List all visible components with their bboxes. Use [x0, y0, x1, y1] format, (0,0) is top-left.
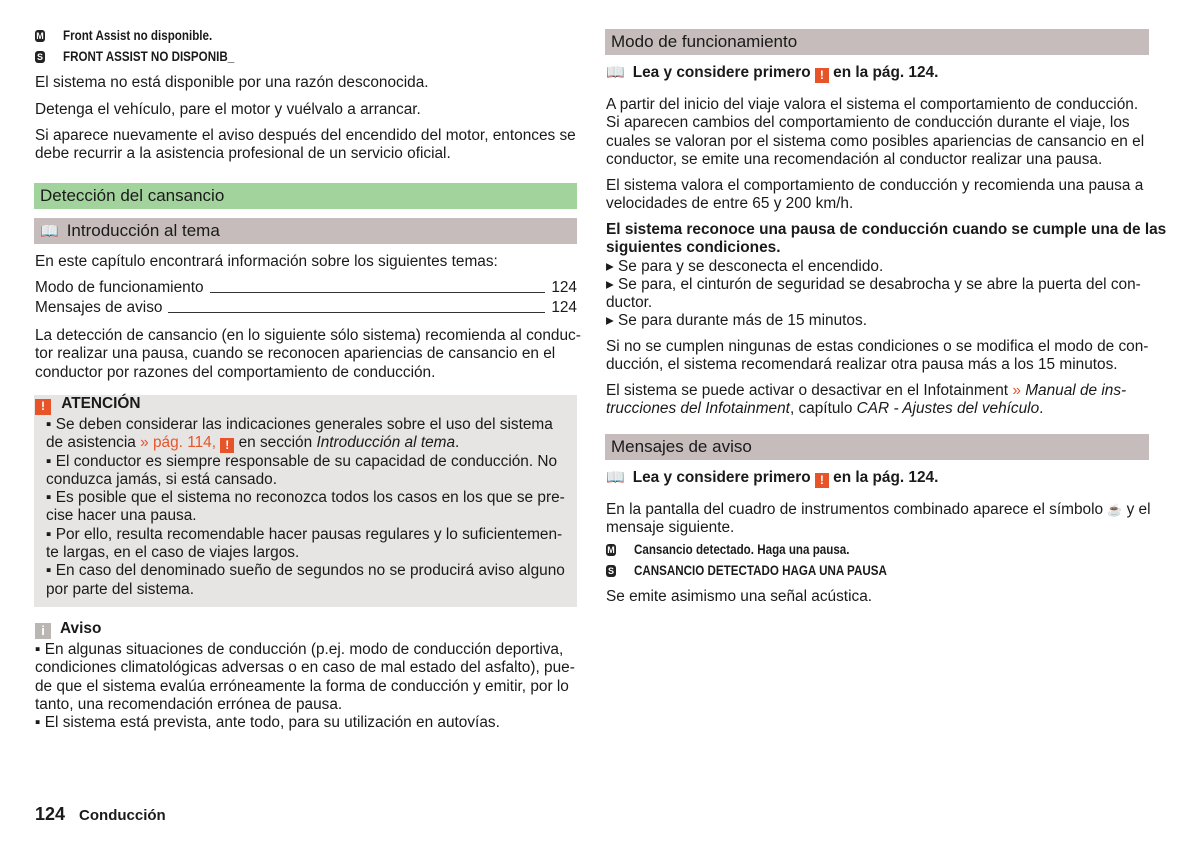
text-line: [46, 581, 565, 599]
text-segment: cise hacer una pausa.: [46, 507, 197, 525]
text-line: [606, 195, 1143, 213]
intro-title-text: Introducción al tema: [66, 221, 220, 240]
s-badge-icon: S: [36, 51, 43, 62]
toc-page: 124: [551, 299, 577, 316]
text-line: [606, 501, 1151, 519]
section-title: Detección del cansancio: [34, 183, 577, 209]
mode-title: Modo de funcionamiento: [605, 29, 1149, 55]
text-segment: siguientes condiciones.: [606, 239, 781, 257]
page-link[interactable]: »: [1012, 382, 1021, 399]
paragraph: [35, 253, 498, 271]
text-line: [606, 96, 1144, 114]
text-segment: ▸ Se para y se desconecta el encendido.: [606, 257, 884, 275]
paragraph: [606, 96, 1144, 169]
text-line: [35, 696, 575, 714]
note-title: Aviso: [60, 620, 102, 637]
note-header: [35, 620, 101, 639]
read-first[interactable]: [606, 64, 938, 82]
text-line: [606, 588, 872, 606]
info-icon: i: [35, 623, 51, 639]
text-segment: y el: [1122, 501, 1151, 518]
read-first-text: [633, 64, 939, 82]
text-segment: CAR - Ajustes del vehículo: [856, 400, 1040, 418]
read-first[interactable]: [606, 469, 938, 487]
toc-entry[interactable]: [35, 279, 577, 297]
text-line: [35, 126, 576, 144]
text-segment: ▪ En caso del denominado sueño de segundos no se producirá aviso alguno: [46, 562, 565, 580]
text-segment: El sistema valora el comportamiento de conducción y recomienda una pausa a: [606, 177, 1144, 194]
text-line: [606, 239, 1166, 257]
text-segment: ▸ Se para durante más de 15 minutos.: [606, 312, 867, 330]
text-segment: Lea y considere primero: [632, 64, 815, 81]
text-segment: Si aparecen cambios del comportamiento de conducción durante el viaje, los: [606, 114, 1130, 132]
text-segment: ▪ En algunas situaciones de conducción (p.ej. modo de conducción deportiva,: [35, 641, 564, 658]
m-badge-icon: M: [36, 30, 44, 41]
message-text: FRONT ASSIST NO DISPONIB_: [63, 49, 235, 64]
s-badge-icon: S: [607, 565, 614, 576]
text-line: [46, 434, 565, 452]
text-line: [606, 276, 1166, 294]
messages-title: Mensajes de aviso: [605, 434, 1149, 460]
text-line: [46, 562, 565, 580]
toc-label: Modo de funcionamiento: [35, 279, 204, 296]
text-line: [606, 356, 1148, 374]
text-line: [35, 144, 576, 162]
text-segment: , capítulo: [789, 400, 857, 418]
text-segment: El sistema se puede activar o desactivar en el Infotainment: [606, 382, 1013, 399]
warning-icon: !: [815, 68, 829, 83]
text-line: [35, 327, 581, 345]
message-text: CANSANCIO DETECTADO HAGA UNA PAUSA: [634, 563, 887, 578]
toc-label: Mensajes de aviso: [35, 299, 163, 316]
text-segment: conduzca jamás, si está cansado.: [46, 470, 277, 488]
text-segment: .: [1039, 400, 1044, 418]
paragraph: [35, 74, 429, 92]
paragraph: [606, 588, 872, 606]
text-segment: debe recurrir a la asistencia profesional de un servicio oficial.: [35, 145, 451, 163]
display-message-m: [606, 541, 885, 559]
paragraph: [35, 101, 421, 119]
coffee-cup-icon: ☕: [1107, 503, 1123, 517]
text-segment: ▪ El conductor es siempre responsable de su capacidad de conducción. No: [46, 452, 558, 470]
text-segment: velocidades de entre 65 y 200 km/h.: [606, 195, 854, 213]
text-segment: Lea y considere primero: [632, 469, 815, 486]
text-segment: cuales se valoran por el sistema como posibles apariencias de cansancio en el: [606, 132, 1145, 150]
text-segment: Se emite asimismo una señal acústica.: [606, 588, 873, 605]
paragraph: [35, 126, 576, 163]
text-line: [46, 507, 565, 525]
attention-text: [46, 416, 565, 599]
text-segment: por parte del sistema.: [46, 580, 194, 598]
text-segment: en sección: [234, 434, 317, 452]
paragraph: [606, 177, 1143, 214]
page-number: 124: [35, 804, 66, 824]
text-segment: de que el sistema evalúa erróneamente la forma de conducción y emitir, por lo: [35, 677, 569, 695]
text-segment: mensaje siguiente.: [606, 519, 735, 537]
warning-icon: !: [35, 399, 51, 415]
text-segment: En este capítulo encontrará información sobre los siguientes temas:: [35, 253, 498, 270]
chapter-name: Conducción: [79, 807, 166, 824]
text-segment: Manual de ins-: [1020, 382, 1127, 399]
message-text: Cansancio detectado. Haga una pausa.: [634, 542, 850, 557]
text-line: [35, 364, 581, 382]
paragraph: [606, 501, 1151, 538]
text-segment: conductor, se emite una recomendación al conductor realizar una pausa.: [606, 150, 1103, 168]
text-segment: En la pantalla del cuadro de instrumentos combinado aparece el símbolo: [606, 501, 1108, 518]
text-line: [46, 471, 565, 489]
text-segment: La detección de cansancio (en lo siguiente sólo sistema) recomienda al conduc-: [35, 327, 581, 344]
text-segment: Introducción al tema: [316, 434, 456, 452]
text-segment: trucciones del Infotainment: [606, 400, 790, 418]
text-segment: ductor.: [606, 294, 653, 312]
text-line: [35, 345, 581, 363]
paragraph: [606, 221, 1166, 331]
text-line: [606, 151, 1144, 169]
text-line: [606, 312, 1166, 330]
book-icon: 📖: [606, 64, 625, 81]
text-line: [606, 519, 1151, 537]
text-segment: ▪ El sistema está prevista, ante todo, para su utilización en autovías.: [35, 714, 500, 732]
text-line: [633, 64, 939, 82]
text-line: [606, 133, 1144, 151]
text-line: [606, 221, 1166, 239]
read-first-text: [633, 469, 939, 487]
attention-header: [35, 395, 141, 415]
text-segment: Si no se cumplen ningunas de estas condiciones o se modifica el modo de con-: [606, 338, 1149, 355]
text-segment: ducción, el sistema recomendará realizar otra pausa más a los 15 minutos.: [606, 356, 1118, 374]
warning-icon: !: [815, 473, 829, 488]
text-line: [35, 101, 421, 119]
text-segment: .: [455, 434, 460, 452]
text-segment: ▪ Se deben considerar las indicaciones generales sobre el uso del sistema: [46, 416, 553, 433]
toc-leader: [210, 283, 546, 293]
text-segment: en la pág. 124.: [828, 469, 939, 486]
toc-entry[interactable]: [35, 299, 577, 317]
intro-title: [34, 218, 577, 244]
text-line: [46, 416, 565, 434]
text-line: [35, 253, 498, 271]
text-segment: Si aparece nuevamente el aviso después del encendido del motor, entonces se: [35, 127, 576, 144]
m-badge-icon: M: [607, 544, 615, 555]
text-line: [606, 338, 1148, 356]
text-line: [46, 544, 565, 562]
text-line: [35, 74, 429, 92]
text-segment: El sistema no está disponible por una razón desconocida.: [35, 74, 429, 91]
text-line: [46, 526, 565, 544]
paragraph: [606, 338, 1148, 375]
display-message-s: [35, 48, 262, 66]
text-line: [35, 641, 575, 659]
text-segment: de asistencia: [46, 434, 141, 452]
text-segment: te largas, en el caso de viajes largos.: [46, 544, 300, 562]
text-line: [46, 453, 565, 471]
text-line: [606, 258, 1166, 276]
text-line: [606, 114, 1144, 132]
page-link[interactable]: » pág. 114,: [140, 434, 217, 452]
text-line: [35, 714, 575, 732]
text-line: [606, 400, 1126, 418]
text-line: [633, 469, 939, 487]
text-line: [606, 382, 1126, 400]
text-segment: tor realizar una pausa, cuando se reconocen apariencias de cansancio en el: [35, 345, 556, 363]
toc-leader: [168, 303, 545, 313]
message-text: Front Assist no disponible.: [63, 28, 213, 43]
paragraph: [35, 327, 581, 382]
text-segment: ▸ Se para, el cinturón de seguridad se desabrocha y se abre la puerta del con-: [606, 275, 1141, 293]
text-line: [606, 294, 1166, 312]
text-segment: El sistema reconoce una pausa de conducción cuando se cumple una de las: [606, 221, 1167, 238]
display-message-s: [606, 562, 928, 580]
text-segment: condiciones climatológicas adversas o en caso de mal estado del asfalto), pue-: [35, 659, 575, 677]
paragraph: [606, 382, 1126, 419]
note-text: [35, 641, 575, 732]
warning-icon: !: [220, 438, 234, 453]
footer: [35, 804, 166, 825]
book-icon: 📖: [40, 223, 59, 240]
text-segment: en la pág. 124.: [828, 64, 939, 81]
toc-page: 124: [551, 279, 577, 296]
text-line: [35, 659, 575, 677]
text-line: [606, 177, 1143, 195]
text-segment: ▪ Es posible que el sistema no reconozca todos los casos en los que se pre-: [46, 489, 565, 507]
text-segment: Detenga el vehículo, pare el motor y vuélvalo a arrancar.: [35, 101, 421, 118]
text-segment: ▪ Por ello, resulta recomendable hacer pausas regulares y lo suficientemen-: [46, 525, 563, 543]
text-segment: tanto, una recomendación errónea de pausa.: [35, 695, 343, 713]
attention-title: ATENCIÓN: [61, 395, 141, 412]
book-icon: 📖: [606, 469, 625, 486]
text-segment: A partir del inicio del viaje valora el sistema el comportamiento de conducción.: [606, 96, 1139, 113]
display-message-m: [35, 27, 237, 45]
text-segment: conductor por razones del comportamiento de conducción.: [35, 363, 436, 381]
text-line: [35, 678, 575, 696]
text-line: [46, 489, 565, 507]
